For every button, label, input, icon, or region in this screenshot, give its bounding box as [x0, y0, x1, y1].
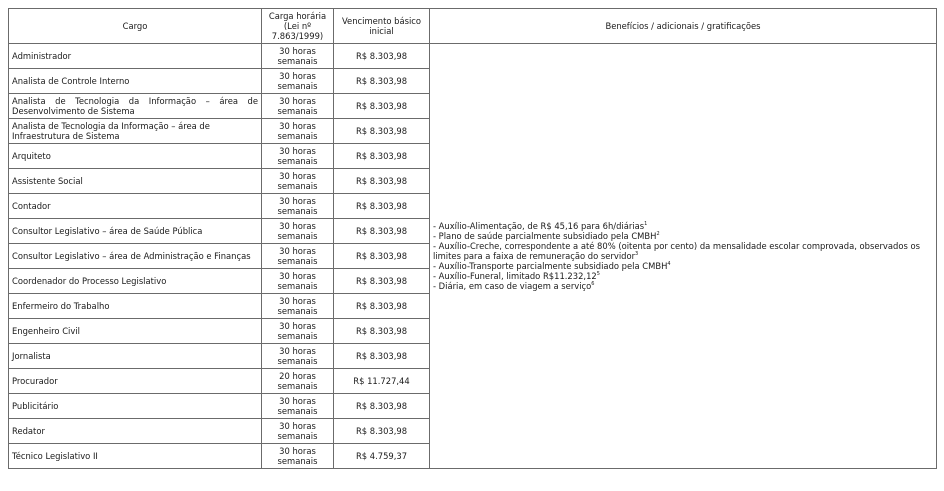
header-vencimento: Vencimento básico inicial — [334, 9, 430, 44]
carga-cell: 30 horas semanais — [262, 244, 334, 269]
header-carga-horaria: Carga horária (Lei nº 7.863/1999) — [262, 9, 334, 44]
carga-cell: 20 horas semanais — [262, 369, 334, 394]
vencimento-cell: R$ 8.303,98 — [334, 144, 430, 169]
carga-cell: 30 horas semanais — [262, 444, 334, 469]
vencimento-cell: R$ 8.303,98 — [334, 94, 430, 119]
vencimento-cell: R$ 8.303,98 — [334, 344, 430, 369]
cargo-cell: Consultor Legislativo – área de Administração e Finanças — [9, 244, 262, 269]
cargo-cell: Redator — [9, 419, 262, 444]
cargo-cell: Analista de Tecnologia da Informação – área de Infraestrutura de Sistema — [9, 119, 262, 144]
cargo-cell: Administrador — [9, 44, 262, 69]
carga-cell: 30 horas semanais — [262, 419, 334, 444]
header-row — [9, 9, 937, 44]
header-cargo: Cargo — [9, 9, 262, 44]
carga-cell: 30 horas semanais — [262, 319, 334, 344]
cargo-cell: Contador — [9, 194, 262, 219]
vencimento-cell: R$ 11.727,44 — [334, 369, 430, 394]
vencimento-cell: R$ 8.303,98 — [334, 419, 430, 444]
carga-cell: 30 horas semanais — [262, 294, 334, 319]
carga-cell: 30 horas semanais — [262, 144, 334, 169]
cargo-cell: Engenheiro Civil — [9, 319, 262, 344]
beneficios-cell — [430, 44, 937, 469]
beneficio-item: - Diária, em caso de viagem a serviço$^6$ — [433, 281, 595, 291]
carga-cell: 30 horas semanais — [262, 219, 334, 244]
carga-cell: 30 horas semanais — [262, 169, 334, 194]
cargos-table — [8, 8, 937, 469]
carga-cell: 30 horas semanais — [262, 269, 334, 294]
vencimento-cell: R$ 8.303,98 — [334, 294, 430, 319]
vencimento-cell: R$ 8.303,98 — [334, 319, 430, 344]
vencimento-cell: R$ 8.303,98 — [334, 244, 430, 269]
carga-cell: 30 horas semanais — [262, 94, 334, 119]
beneficio-item: - Auxílio-Creche, correspondente a até 80% (oitenta por cento) da mensalidade escolar comprovada, observados os limites para a faixa de remuneração do servidor$^3$ — [433, 241, 920, 261]
vencimento-cell: R$ 8.303,98 — [334, 269, 430, 294]
cargo-cell: Arquiteto — [9, 144, 262, 169]
cargo-cell: Enfermeiro do Trabalho — [9, 294, 262, 319]
cargo-cell: Consultor Legislativo – área de Saúde Pública — [9, 219, 262, 244]
cargo-cell: Publicitário — [9, 394, 262, 419]
carga-cell: 30 horas semanais — [262, 119, 334, 144]
beneficio-item: - Plano de saúde parcialmente subsidiado pela CMBH$^2$ — [433, 231, 660, 241]
carga-cell: 30 horas semanais — [262, 44, 334, 69]
vencimento-cell: R$ 8.303,98 — [334, 119, 430, 144]
cargo-cell: Analista de Controle Interno — [9, 69, 262, 94]
vencimento-cell: R$ 8.303,98 — [334, 219, 430, 244]
vencimento-cell: R$ 8.303,98 — [334, 69, 430, 94]
cargo-cell: Técnico Legislativo II — [9, 444, 262, 469]
carga-cell: 30 horas semanais — [262, 69, 334, 94]
cargo-cell: Coordenador do Processo Legislativo — [9, 269, 262, 294]
carga-cell: 30 horas semanais — [262, 394, 334, 419]
vencimento-cell: R$ 8.303,98 — [334, 44, 430, 69]
carga-cell: 30 horas semanais — [262, 194, 334, 219]
vencimento-cell: R$ 4.759,37 — [334, 444, 430, 469]
cargo-cell: Jornalista — [9, 344, 262, 369]
table-row — [9, 44, 937, 69]
cargo-cell: Assistente Social — [9, 169, 262, 194]
cargo-cell: Analista de Tecnologia da Informação – área de Desenvolvimento de Sistema — [9, 94, 262, 119]
vencimento-cell: R$ 8.303,98 — [334, 194, 430, 219]
beneficio-item: - Auxílio-Alimentação, de R$ 45,16 para 6h/diárias$^1$ — [433, 221, 648, 231]
vencimento-cell: R$ 8.303,98 — [334, 169, 430, 194]
cargo-cell: Procurador — [9, 369, 262, 394]
vencimento-cell: R$ 8.303,98 — [334, 394, 430, 419]
beneficio-item: - Auxílio-Transporte parcialmente subsidiado pela CMBH$^4$ — [433, 261, 671, 271]
header-beneficios: Benefícios / adicionais / gratificações — [430, 9, 937, 44]
carga-cell: 30 horas semanais — [262, 344, 334, 369]
beneficio-item: - Auxílio-Funeral, limitado R$11.232,12$^5$ — [433, 271, 600, 281]
